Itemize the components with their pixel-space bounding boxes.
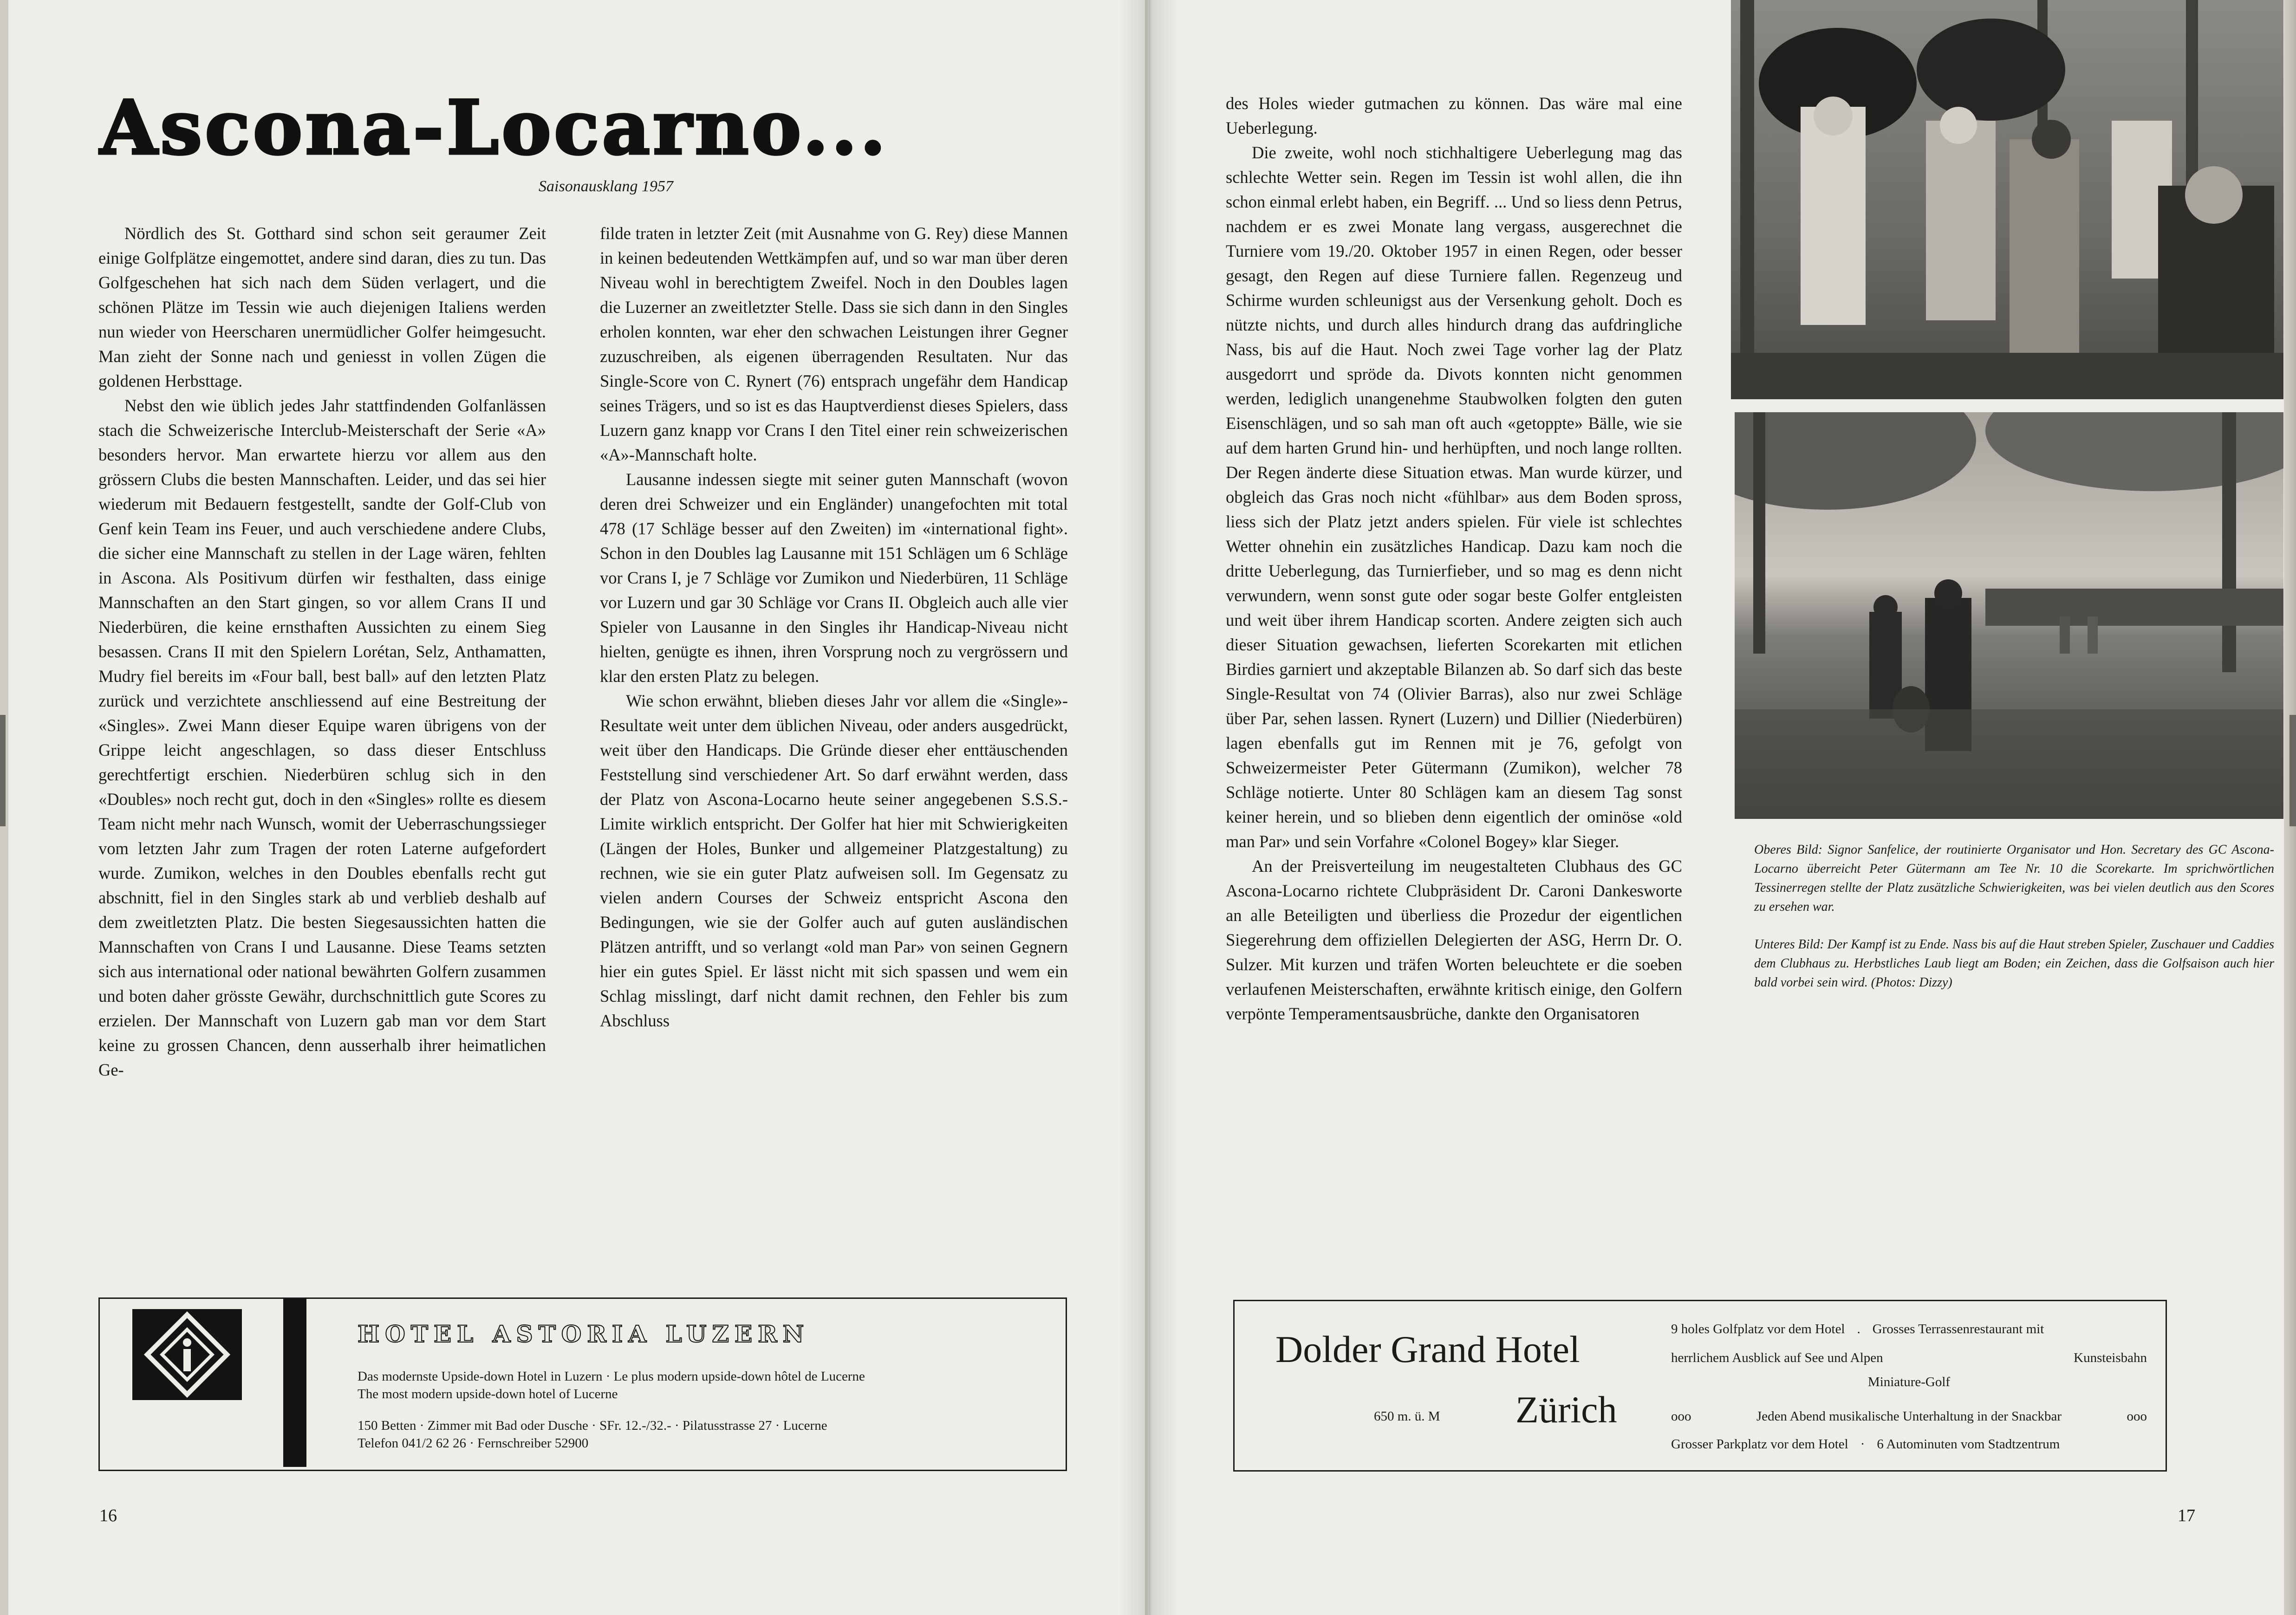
dolder-ornament: ooo <box>1671 1409 1691 1424</box>
article-title: Ascona-Locarno... <box>100 84 889 171</box>
left-page <box>0 0 1147 1615</box>
paragraph: An der Preisverteilung im neugestalteten Clubhaus des GC Ascona-Locarno richtete Clubpräsident Dr. Caroni Dankesworte an alle Beteiligten und überliess die Prozedur der eigentlichen Siegerehrung dem offiziellen Delegierten der ASG, Herrn Dr. O. Sulzer. Mit kurzen und träfen Worten beleuchtete er die soeben verlaufenen Meisterschaften, erwähnte kritisch einige, den Golfern verpönte Temperamentsausbrüche, dankte den Organisatoren <box>1226 856 1682 1023</box>
page-number-right: 17 <box>2178 1506 2195 1525</box>
hotel-emblem-icon <box>132 1309 242 1400</box>
dolder-text: 9 holes Golfplatz vor dem Hotel <box>1671 1322 1845 1336</box>
page-number-left: 16 <box>99 1506 117 1525</box>
photo-captions <box>1754 840 2274 1011</box>
dolder-text: Jeden Abend musikalische Unterhaltung in der Snackbar <box>1756 1409 2062 1424</box>
dolder-hotel-name: Dolder Grand Hotel <box>1275 1328 1580 1370</box>
dolder-line-5 <box>1671 1436 2147 1453</box>
dolder-line-3: Miniature-Golf <box>1867 1375 1951 1389</box>
photo-walking-to-clubhouse <box>1735 412 2283 819</box>
dolder-separator: · <box>1860 1437 1865 1452</box>
binding-spine <box>1145 0 1148 1615</box>
article-column-3 <box>1226 91 1682 1026</box>
photo-golfers-with-umbrellas-image <box>1731 0 2283 399</box>
dolder-separator: . <box>1857 1322 1860 1336</box>
hotel-astoria-name: HOTEL ASTORIA LUZERN <box>358 1320 810 1348</box>
article-column-2 <box>600 221 1068 1033</box>
paragraph: Nebst den wie üblich jedes Jahr stattfindenden Golfanlässen stach die Schweizerische Interclub-Meisterschaft der Serie «A» besonders hervor. Man erwartete hierzu vor allem aus den grössern Clubs die besten Mannschaften. Leider, und das sei hier wiederum mit Bedauern festgestellt, sandte der Golf-Club von Genf kein Team ins Feuer, und auch verschiedene andere Clubs, die sicher eine Mannschaft zu stellen in der Lage wären, fehlten in Ascona. Als Positivum dürfen wir festhalten, dass einige Mannschaften an den Start gingen, so vor allem Crans II und Niederbüren, die keine ernsthaften Aussichten zu einem Sieg besassen. Crans II mit den Spielern Lorétan, Selz, Anthamatten, Mudry fiel bereits im «Four ball, best ball» auf den letzten Platz zurück und verzichtete anschliessend auf eine Bestreitung der «Singles». Zwei Mann dieser Equipe waren übrigens von der Grippe leicht angeschlagen, so dass dieser Entschluss gerechtfertigt erschien. Niederbüren schlug sich in den «Doubles» noch recht gut, doch in den «Singles» rollte es diesem Team nicht mehr nach Wunsch, womit der Ueberraschungssieger vom letzten Jahr zum Tragen der roten Laterne aufgefordert wurde. Zumikon, welches in den Doubles ebenfalls recht gut abschnitt, fiel in den Singles stark ab und verblieb deshalb auf dem zweitletzten Platz. Die besten Siegesaussichten hatten die Mannschaften von Crans I und Lausanne. Diese Teams setzten sich aus international oder national bewährten Golfern zusammen und boten daher grösste Gewähr, durchschnittlich gute Scores zu erzielen. Der Mannschaft von Luzern gab man vor dem Start keine zu grossen Chancen, denn ausserhalb ihrer heimatlichen Ge- <box>98 396 546 1079</box>
dolder-text: Kunsteisbahn <box>2074 1350 2147 1365</box>
paragraph: des Holes wieder gutmachen zu können. Das wäre mal eine Ueberlegung. <box>1226 94 1682 137</box>
article-column-1 <box>98 221 546 1082</box>
paragraph: filde traten in letzter Zeit (mit Ausnahme von G. Rey) diese Mannen in keinen bedeutenden Wettkämpfen auf, und so war man über deren Niveau wohl in berechtigtem Zweifel. Noch in den Doubles lagen die Luzerner an zweitletzter Stelle. Dass sie sich dann in den Singles erholen konnten, war eher den schwachen Leistungen ihrer Gegner zuzuschreiben, als eigenen überragenden Resultaten. Nur das Single-Score von C. Rynert (76) entsprach ungefähr dem Handicap seines Trägers, und so ist es das Hauptverdienst dieses Spielers, dass Luzern ganz knapp vor Crans I den Titel einer rein schweizerischen «A»-Mannschaft holte. <box>600 224 1068 464</box>
dolder-text: 6 Autominuten vom Stadtzentrum <box>1877 1437 2060 1452</box>
dolder-text: Grosser Parkplatz vor dem Hotel <box>1671 1437 1848 1452</box>
dolder-line-2 <box>1671 1349 2147 1366</box>
paragraph: Lausanne indessen siegte mit seiner guten Mannschaft (wovon deren drei Schweizer und ein Engländer) unangefochten mit total 478 (17 Schläge besser auf den Zweiten) im «international fight». Schon in den Doubles lag Lausanne mit 151 Schlägen um 6 Schläge vor Crans I, je 7 Schläge vor Zumikon und Niederbüren, 11 Schläge vor Luzern und gar 30 Schläge vor Crans II. Obgleich auch alle vier Spieler von Lausanne in den Singles ihr Handicap-Niveau nicht hielten, genügte es ihnen, ihren Vorsprung noch zu vergrössern und klar den ersten Platz zu belegen. <box>600 470 1068 686</box>
advertisement-black-bar <box>283 1299 306 1467</box>
binding-clip-right <box>2289 715 2296 826</box>
ad-text-line: Das modernste Upside-down Hotel in Luzern · Le plus modern upside-down hôtel de Lucerne <box>358 1369 865 1384</box>
dolder-line-4 <box>1671 1408 2147 1425</box>
paragraph: Wie schon erwähnt, blieben dieses Jahr vor allem die «Single»-Resultate weit unter dem üblichen Niveau, oder anders ausgedrückt, weit über den Handicaps. Die Gründe dieser eher enttäuschenden Feststellung sind verschiedener Art. So darf erwähnt werden, dass der Platz von Ascona-Locarno heute seiner angegebenen S.S.S.-Limite wirklich entspricht. Der Golfer hat hier mit Schwierigkeiten (Längen der Holes, Bunker und allgemeiner Platzgestaltung) zu rechnen, wie sie ein guter Platz aufweisen soll. Im Gegensatz zu vielen andern Courses der Schweiz entspricht Ascona den Bedingungen, wie sie der Golfer auch auf guten ausländischen Plätzen antrifft, und so verlangt «old man Par» von seinen Gegnern hier ein gutes Spiel. Er lässt nicht mit sich spassen und wem ein Schlag misslingt, darf nicht damit rechnen, den Fehler bis zum Abschluss <box>600 691 1068 1030</box>
hotel-astoria-logo <box>132 1309 242 1400</box>
dolder-line-1 <box>1671 1321 2147 1337</box>
paragraph: Die zweite, wohl noch stichhaltigere Ueberlegung mag das schlechte Wetter sein. Regen im Tessin ist wohl allen, die ihn schon einmal erlebt haben, ein Begriff. ... Und so liess denn Petrus, nachdem er es zwei Monate lang vergass, ausgerechnet die Turniere vom 19./20. Oktober 1957 in einen Regen, oder besser gesagt, den Regen auf diese Turniere fallen. Regenzeug und Schirme wurden schleunigst aus der Versenkung geholt. Doch es nützte nichts, und durch alles hindurch drang das aufdringliche Nass, bis auf die Haut. Noch zwei Tage vorher lag der Platz ausgedorrt und spröde da. Divots konnten nicht genommen werden, lediglich unangenehme Staubwolken folgten den guten Eisenschlägen, und so sah man oft auch «getoppte» Bälle, wie sie auf dem harten Grund hin- und herhüpften, und noch lange rollten. Der Regen änderte diese Situation etwas. Man wurde kürzer, und obgleich das Gras noch nicht «fühlbar» aus dem Boden spross, liess sich der Platz jetzt anders spielen. Für viele ist schlechtes Wetter ohnehin ein zusätzliches Handicap. Dazu kam noch die dritte Ueberlegung, das Turnierfieber, und so mag es denn nicht verwundern, wenn sonst gute oder sogar beste Golfer entgleisten und weit über ihrem Handicap scorten. Andere zeigten sich auch dieser Situation gewachsen, lieferten Scorekarten mit etlichen Birdies garniert und akzeptable Bilanzen ab. So darf sich das beste Single-Resultat von 74 (Olivier Barras), also nur zwei Schläge über Par, sehen lassen. Rynert (Luzern) und Dillier (Niederbüren) lagen ebenfalls gut im Rennen mit je 76, gefolgt von Schweizermeister Peter Gütermann (Zumikon), welcher 78 Schläge notierte. Unter 80 Schlägen kam an diesem Tag sonst keiner herein, und so blieben denn eigentlich der ominöse «old man Par» und sein Vorfahre «Colonel Bogey» klar Sieger. <box>1226 143 1682 851</box>
dolder-ornament: ooo <box>2127 1409 2147 1424</box>
dolder-text: Grosses Terrassenrestaurant mit <box>1872 1322 2044 1336</box>
dolder-city: Zürich <box>1515 1388 1617 1431</box>
ad-text-line: The most modern upside-down hotel of Lucerne <box>358 1387 618 1401</box>
ad-text-line: Telefon 041/2 62 26 · Fernschreiber 52900 <box>358 1436 589 1451</box>
hotel-astoria-advertisement <box>98 1297 1067 1471</box>
caption-top-photo: Oberes Bild: Signor Sanfelice, der routinierte Organisator und Hon. Secretary des GC Ascona-Locarno überreicht Peter Gütermann am Tee Nr. 10 die Scorekarte. Im sprichwörtlichen Tessinerregen stellte der Platz zusätzliche Schwierigkeiten, was bei vielen deutlich aus den Scores zu ersehen war. <box>1754 843 2274 914</box>
paragraph: Nördlich des St. Gotthard sind schon seit geraumer Zeit einige Golfplätze eingemottet, andere sind daran, dies zu tun. Das Golfgeschehen hat sich nach dem Süden verlagert, und die schönen Plätze im Tessin wie auch diejenigen Italiens werden nun wieder von Heerscharen unermüdlicher Golfer heimgesucht. Man zieht der Sonne nach und geniesst in vollen Zügen die goldenen Herbsttage. <box>98 224 546 390</box>
caption-bottom-photo: Unteres Bild: Der Kampf ist zu Ende. Nass bis auf die Haut streben Spieler, Zuschauer und Caddies dem Clubhaus zu. Herbstliches Laub liegt am Boden; ein Zeichen, dass die Golfsaison auch hier bald vorbei sein wird. (Photos: Dizzy) <box>1754 937 2274 990</box>
ad-text-line: 150 Betten · Zimmer mit Bad oder Dusche · SFr. 12.-/32.- · Pilatusstrasse 27 · Lucerne <box>358 1418 827 1433</box>
dolder-grand-hotel-advertisement <box>1233 1300 2167 1472</box>
article-subtitle: Saisonausklang 1957 <box>539 178 673 195</box>
binding-clip-left <box>0 715 6 826</box>
dolder-altitude: 650 m. ü. M <box>1374 1409 1440 1424</box>
dolder-text: herrlichem Ausblick auf See und Alpen <box>1671 1350 1883 1365</box>
photo-golfers-with-umbrellas <box>1731 0 2283 399</box>
photo-walking-to-clubhouse-image <box>1735 412 2283 819</box>
